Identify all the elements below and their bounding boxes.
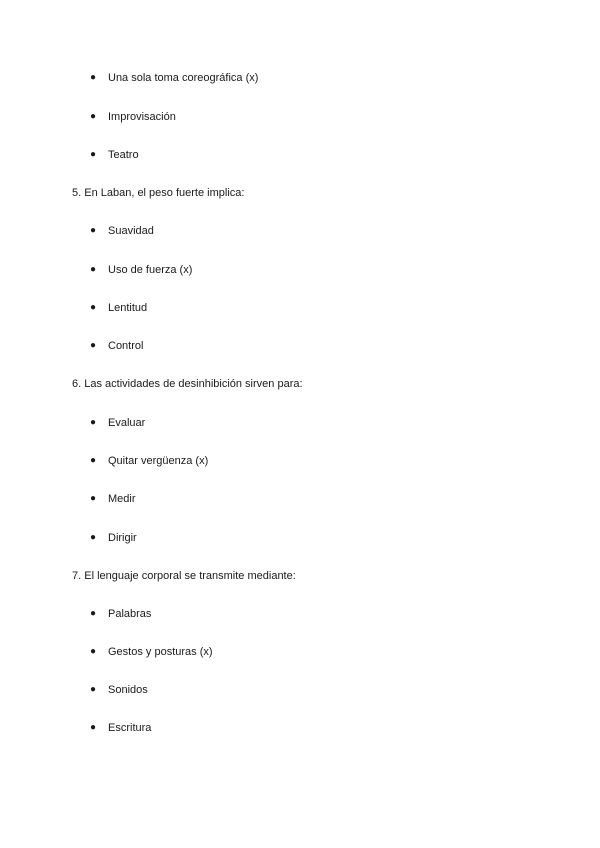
- option-text: Quitar vergüenza (x): [108, 455, 209, 467]
- list-item: [90, 263, 192, 278]
- option-text: Una sola toma coreográfica (x): [108, 72, 259, 84]
- bullet-icon: ●: [90, 111, 97, 122]
- list-item: [90, 301, 147, 316]
- option-text: Escritura: [108, 722, 152, 734]
- list-item: [90, 110, 176, 125]
- option-text: Medir: [108, 493, 136, 505]
- bullet-icon: ●: [90, 493, 97, 504]
- list-item: [90, 454, 208, 469]
- question-7: 7. El lenguaje corporal se transmite mediante:: [72, 570, 296, 582]
- list-item: [90, 721, 151, 736]
- option-text: Gestos y posturas (x): [108, 646, 213, 658]
- option-text: Lentitud: [108, 302, 148, 314]
- bullet-icon: ●: [90, 225, 97, 236]
- option-text: Evaluar: [108, 417, 146, 429]
- option-text: Dirigir: [108, 532, 137, 544]
- bullet-icon: ●: [90, 264, 97, 275]
- option-text: Teatro: [108, 149, 139, 161]
- list-item: [90, 607, 151, 622]
- option-text: Control: [108, 340, 144, 352]
- option-text: Sonidos: [108, 684, 148, 696]
- bullet-icon: ●: [90, 417, 97, 428]
- list-item: [90, 492, 136, 507]
- bullet-icon: ●: [90, 608, 97, 619]
- list-item: [90, 645, 213, 660]
- list-item: [90, 71, 258, 86]
- question-6: 6. Las actividades de desinhibición sirven para:: [72, 378, 303, 390]
- bullet-icon: ●: [90, 340, 97, 351]
- bullet-icon: ●: [90, 72, 97, 83]
- list-item: [90, 148, 139, 163]
- option-text: Improvisación: [108, 111, 176, 123]
- list-item: [90, 416, 145, 431]
- option-text: Uso de fuerza (x): [108, 264, 193, 276]
- list-item: [90, 683, 148, 698]
- bullet-icon: ●: [90, 302, 97, 313]
- bullet-icon: ●: [90, 646, 97, 657]
- bullet-icon: ●: [90, 149, 97, 160]
- question-5: 5. En Laban, el peso fuerte implica:: [72, 187, 245, 199]
- bullet-icon: ●: [90, 455, 97, 466]
- bullet-icon: ●: [90, 532, 97, 543]
- list-item: [90, 339, 143, 354]
- bullet-icon: ●: [90, 722, 97, 733]
- option-text: Palabras: [108, 608, 152, 620]
- list-item: [90, 224, 154, 239]
- option-text: Suavidad: [108, 225, 154, 237]
- list-item: [90, 531, 137, 546]
- bullet-icon: ●: [90, 684, 97, 695]
